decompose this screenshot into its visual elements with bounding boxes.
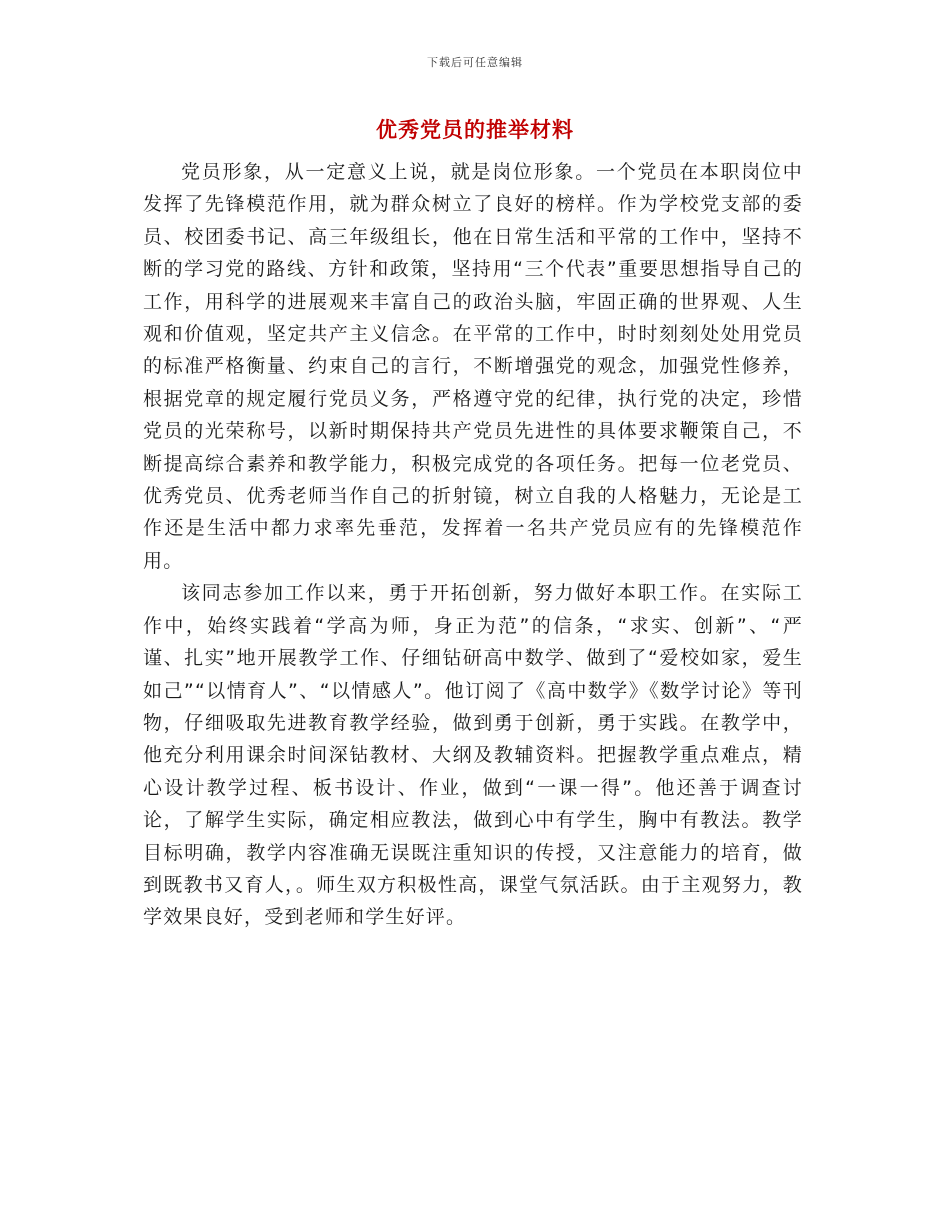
paragraph-1: 党员形象，从一定意义上说，就是岗位形象。一个党员在本职岗位中发挥了先锋模范作用，就为群众树立了良好的榜样。作为学校党支部的委员、校团委书记、高三年级组长，他在日常生活和平常的工作中，坚持不断的学习党的路线、方针和政策，坚持用“三个代表”重要思想指导自己的工作，用科学的进展观来丰富自己的政治头脑，牢固正确的世界观、人生观和价值观，坚定共产主义信念。在平常的工作中，时时刻刻处处用党员的标准严格衡量、约束自己的言行，不断增强党的观念，加强党性修养，根据党章的规定履行党员义务，严格遵守党的纪律，执行党的决定，珍惜党员的光荣称号，以新时期保持共产党员先进性的具体要求鞭策自己，不断提高综合素养和教学能力，积极完成党的各项任务。把每一位老党员、优秀党员、优秀老师当作自己的折射镜，树立自我的人格魅力，无论是工作还是生活中都力求率先垂范，发挥着一名共产党员应有的先锋模范作用。: [143, 161, 803, 572]
document-title: 优秀党员的推举材料: [376, 118, 574, 142]
document-body: [143, 156, 803, 934]
header-note: 下载后可任意编辑: [427, 56, 523, 69]
paragraph-2: 该同志参加工作以来，勇于开拓创新，努力做好本职工作。在实际工作中，始终实践着“学高为师，身正为范”的信条，“求实、创新”、“严谨、扎实”地开展教学工作、仔细钻研高中数学、做到了“爱校如家，爱生如己”“以情育人”、“以情感人”。他订阅了《高中数学》《数学讨论》等刊物，仔细吸取先进教育教学经验，做到勇于创新，勇于实践。在教学中，他充分利用课余时间深钻教材、大纲及教辅资料。把握教学重点难点，精心设计教学过程、板书设计、作业，做到“一课一得”。他还善于调查讨论，了解学生实际，确定相应教法，做到心中有学生，胸中有教法。教学目标明确，教学内容准确无误既注重知识的传授，又注意能力的培育，做到既教书又育人，。师生双方积极性高，课堂气氛活跃。由于主观努力，教学效果良好，受到老师和学生好评。: [143, 582, 803, 929]
